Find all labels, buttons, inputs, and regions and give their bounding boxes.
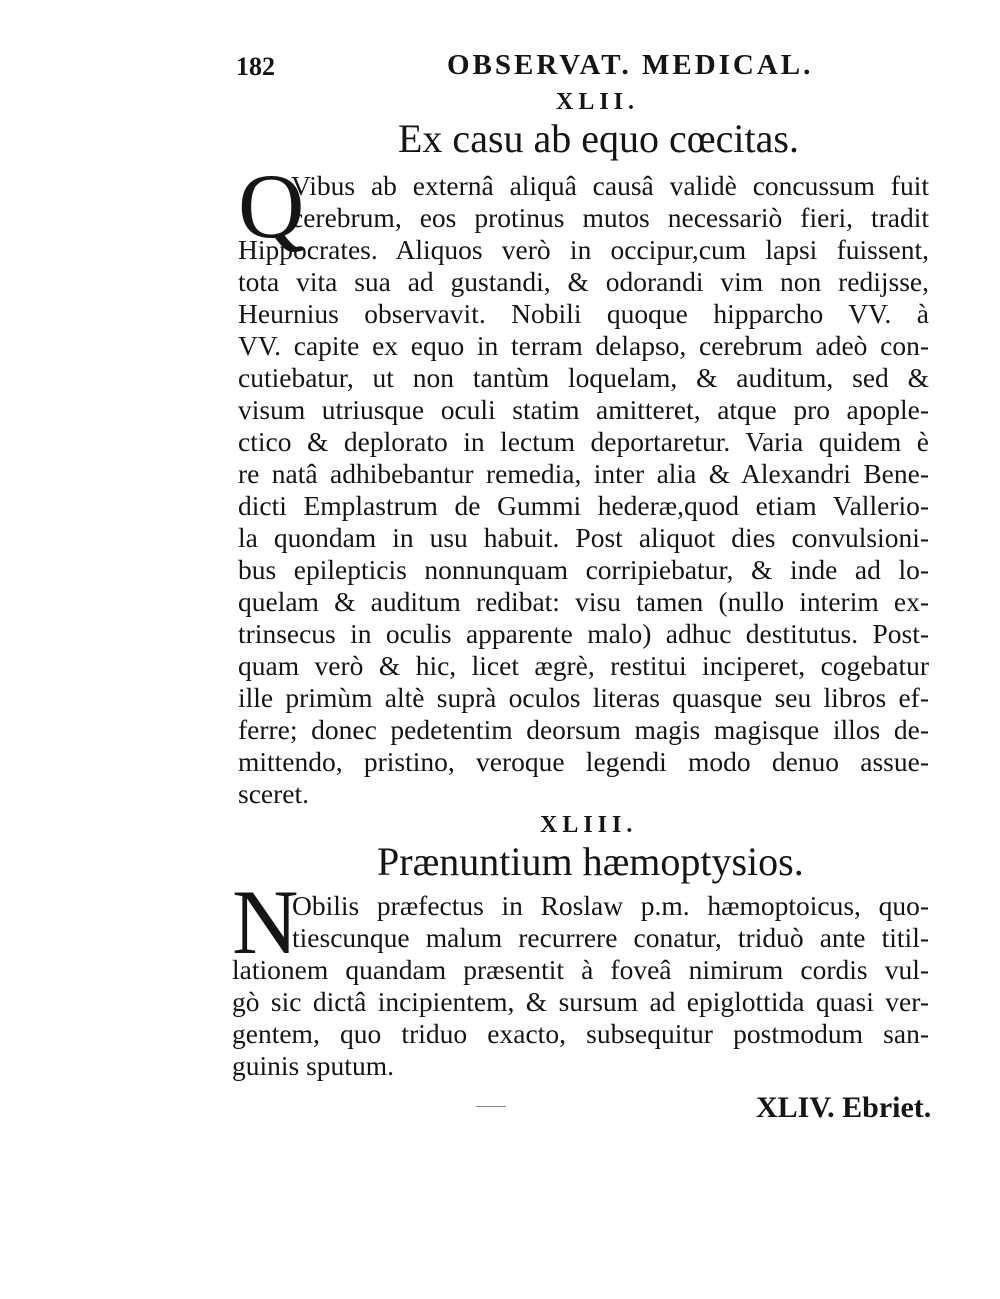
obs43-line-1: Obilis præfectus in Roslaw p.m. hæmoptoicus, quo- bbox=[292, 890, 929, 921]
observation-43-title: Prænuntium hæmoptysios. bbox=[377, 839, 804, 884]
obs42-line-11: dicti Emplastrum de Gummi hederæ,quod etiam Vallerio- bbox=[238, 490, 929, 521]
obs43-line-4: gò sic dictâ incipientem, & sursum ad epiglottida quasi ver- bbox=[232, 986, 929, 1017]
footer-rule bbox=[476, 1106, 506, 1107]
catchword: XLIV. Ebriet. bbox=[756, 1091, 932, 1124]
obs42-line-13: bus epilepticis nonnunquam corripiebatur, & inde ad lo- bbox=[238, 554, 929, 585]
obs42-line-5: Heurnius observavit. Nobili quoque hipparcho VV. à bbox=[238, 298, 929, 329]
obs42-line-15: trinsecus in oculis apparente malo) adhuc destitutus. Post- bbox=[238, 618, 929, 649]
page-number: 182 bbox=[236, 52, 275, 81]
obs42-line-12: la quondam in usu habuit. Post aliquot dies convulsioni- bbox=[238, 522, 929, 553]
obs42-line-4: tota vita sua ad gustandi, & odorandi vim non redijsse, bbox=[238, 266, 929, 297]
obs42-line-18: ferre; donec pedetentim deorsum magis magisque illos de- bbox=[238, 714, 929, 745]
obs43-line-6: guinis sputum. bbox=[232, 1050, 394, 1081]
obs42-line-6: VV. capite ex equo in terram delapso, cerebrum adeò con- bbox=[238, 330, 929, 361]
obs42-line-1: Vibus ab externâ aliquâ causâ validè concussum fuit bbox=[291, 170, 929, 201]
observation-42-title: Ex casu ab equo cœcitas. bbox=[398, 116, 799, 161]
obs42-line-19: mittendo, pristino, veroque legendi modo denuo assue- bbox=[238, 746, 929, 777]
obs43-line-2: tiescunque malum recurrere conatur, triduò ante titil- bbox=[292, 922, 929, 953]
obs43-line-5: gentem, quo triduo exacto, subsequitur postmodum san- bbox=[232, 1018, 929, 1049]
obs42-line-2: cerebrum, eos protinus mutos necessariò fieri, tradit bbox=[291, 202, 929, 233]
obs42-line-20: sceret. bbox=[238, 778, 309, 809]
observation-43-drop-cap: N bbox=[232, 871, 299, 973]
obs43-line-3: lationem quandam præsentit à foveâ nimirum cordis vul- bbox=[232, 954, 929, 985]
obs42-line-14: quelam & auditum redibat: visu tamen (nullo interim ex- bbox=[238, 586, 929, 617]
observation-42-number: XLII. bbox=[556, 89, 640, 115]
observation-42-drop-cap: Q bbox=[238, 155, 305, 257]
obs42-line-7: cutiebatur, ut non tantùm loquelam, & auditum, sed & bbox=[238, 362, 929, 393]
obs42-line-8: visum utriusque oculi statim amitteret, atque pro apople- bbox=[238, 394, 929, 425]
obs42-line-17: ille primùm altè suprà oculos literas quasque seu libros ef- bbox=[238, 682, 929, 713]
obs42-line-16: quam verò & hic, licet ægrè, restitui inciperet, cogebatur bbox=[238, 650, 929, 681]
obs42-line-10: re natâ adhibebantur remedia, inter alia & Alexandri Bene- bbox=[238, 458, 929, 489]
obs42-line-3: Hippocrates. Aliquos verò in occipur,cum lapsi fuissent, bbox=[238, 234, 929, 265]
running-head: OBSERVAT. MEDICAL. bbox=[447, 49, 814, 81]
obs42-line-9: ctico & deplorato in lectum deportaretur. Varia quidem è bbox=[238, 426, 929, 457]
observation-43-number: XLIII. bbox=[540, 812, 638, 838]
